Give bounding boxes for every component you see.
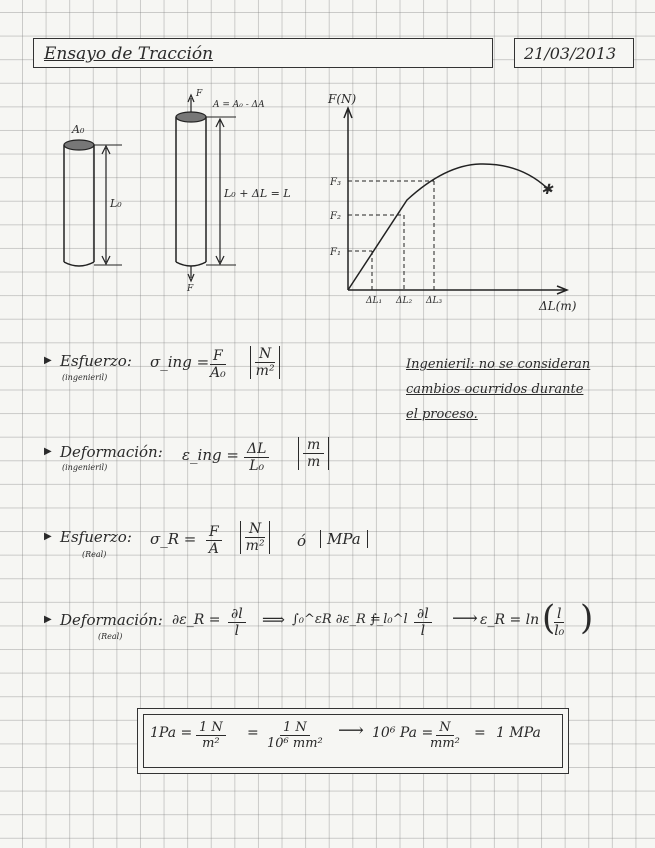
eq4-arrow1: ⟹ [262,610,285,629]
eq4-frac2 [414,606,432,639]
box-arrow: ⟶ [338,720,364,741]
box-frac1 [196,720,226,751]
eq1-unit [250,346,280,379]
box-frac3-num: N [436,720,453,736]
eq4-frac1-den: l [234,623,240,639]
box-p3: 1 MPa [496,725,541,741]
f2-label: F₂ [330,211,341,222]
eq4-frac2-den: l [420,623,426,639]
y-axis-label: F(N) [328,92,357,106]
box-frac3-den: mm² [430,736,460,751]
eq3-sub: (Real) [82,550,107,559]
eq4-part1: ∂ε_R = [172,612,221,628]
eq2-unit-num: m [303,437,324,454]
page-title: Ensayo de Tracción [44,44,214,64]
eq3-alt-unit-text: MPa [327,530,361,548]
eq2-den: L₀ [249,458,265,474]
label-length: L₀ + ΔL = L [224,187,291,200]
eq3-num: F [206,524,222,541]
stress-strain-graph [344,108,567,294]
eq4-paren-open: ( [542,598,556,638]
eq3-fraction [206,524,222,557]
dl3-label: ΔL₃ [426,296,443,306]
eq1-symbol: σ_ing = [150,353,210,371]
eq4-frac1 [228,606,246,639]
eq3-den: A [208,541,219,557]
eq1-unit-num: N [255,346,275,363]
eq2-unit-den: m [307,454,321,470]
eq4-int2: ∫_l₀^l [370,612,408,627]
eq4-result: ε_R = ln [480,612,540,628]
date-label: 21/03/2013 [524,44,617,63]
eq4-frac3-den: l₀ [554,623,565,639]
box-frac2-den: 10⁶ mm² [267,736,323,751]
eq2-sub: (ingenieril) [62,463,108,472]
eq3-label: Esfuerzo: [60,528,132,546]
box-eq1: = [247,725,259,741]
label-a: A = A₀ - ΔA [213,100,265,110]
label-l0: L₀ [110,197,122,210]
eq2-label: Deformación: [60,443,163,461]
box-p2: 10⁶ Pa = [372,725,434,741]
bullet-2: ▶ [44,446,52,457]
eq4-paren-close: ) [580,598,594,638]
eq1-unit-den: m² [255,363,275,379]
eq1-num: F [210,348,226,365]
eq2-symbol: ε_ing = [182,446,239,464]
dl2-label: ΔL₂ [396,296,413,306]
note-line-1: Ingenieril: no se consideran [406,357,591,372]
note-line-3: el proceso. [406,407,478,422]
eq3-alt-unit [320,530,368,548]
svg-text:✱: ✱ [541,182,553,198]
bullet-3: ▶ [44,531,52,542]
box-frac2 [267,720,323,751]
dl1-label: ΔL₁ [366,296,383,306]
eq2-unit [298,437,329,470]
f3-label: F₃ [330,177,341,188]
eq4-frac2-num: ∂l [414,606,432,623]
eq3-unit [240,521,270,554]
eq4-sub: (Real) [98,632,123,641]
bullet-1: ▶ [44,355,52,366]
eq1-den: A₀ [210,365,226,381]
eq2-fraction [244,441,269,474]
bullet-4: ▶ [44,614,52,625]
box-frac1-den: m² [202,736,220,751]
box-p1: 1Pa = [150,725,193,741]
eq4-arrow2: ⟶ [452,608,478,629]
box-frac2-num: 1 N [280,720,310,736]
eq4-label: Deformación: [60,611,163,629]
label-f-top: F [196,89,203,99]
eq3-unit-num: N [245,521,265,538]
eq4-int1: ∫₀^εR ∂ε_R = [292,612,381,627]
x-axis-label: ΔL(m) [539,299,577,313]
note-line-2: cambios ocurridos durante [406,382,584,397]
eq2-num: ΔL [244,441,269,458]
eq3-symbol: σ_R = [150,530,197,548]
eq1-fraction [210,348,226,381]
label-a0: A₀ [72,123,85,136]
eq3-unit-den: m² [245,538,265,554]
box-eq2: = [474,725,486,741]
eq3-or: ó [297,532,307,550]
f1-label: F₁ [330,247,341,258]
eq1-label: Esfuerzo: [60,352,132,370]
box-frac1-num: 1 N [196,720,226,736]
eq4-frac1-num: ∂l [228,606,246,623]
eq1-sub: (ingenieril) [62,373,108,382]
eq4-frac3 [554,606,564,639]
box-frac3 [430,720,460,751]
label-f-bottom: F [187,284,194,294]
eq4-frac3-num: l [554,606,564,623]
